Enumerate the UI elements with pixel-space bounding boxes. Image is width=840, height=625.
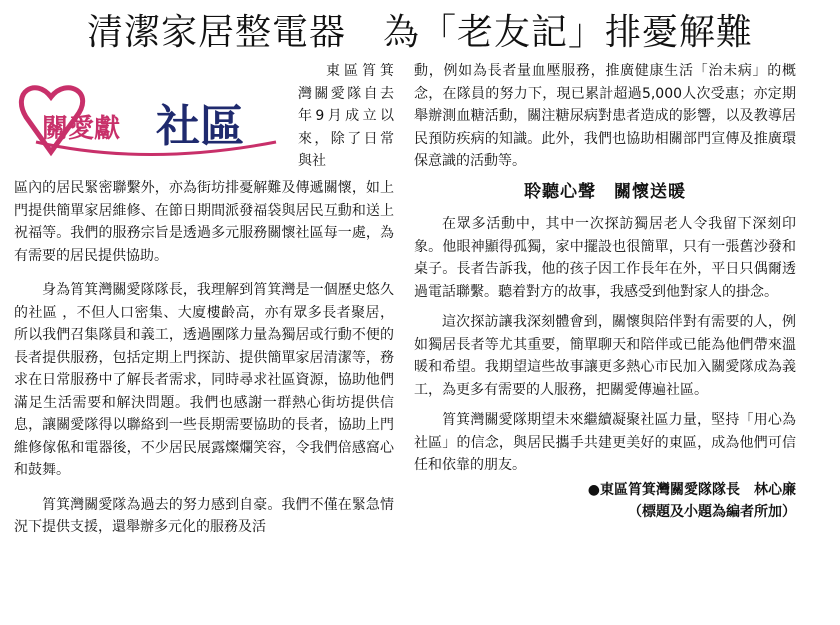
right-column — [414, 60, 796, 524]
author-signature: ●東區筲箕灣關愛隊隊長 林心廉 — [587, 481, 796, 498]
paragraph-6: 筲箕灣關愛隊期望未來繼續凝聚社區力量，堅持「用心為社區」的信念，與居民攜手共建更美好的東區，成為他們可信任和依靠的朋友。 — [414, 412, 796, 473]
paragraph-3: 筲箕灣關愛隊為過去的努力感到自豪。我們不僅在緊急情況下提供支援，還舉辦多元化的服務及活 — [14, 496, 394, 535]
intro-narrow-column — [298, 60, 394, 173]
left-column — [14, 177, 394, 539]
editor-note: （標題及小題為編者所加） — [628, 504, 796, 520]
paragraph-4: 在眾多活動中，其中一次探訪獨居老人令我留下深刻印象。他眼神顯得孤獨，家中擺設也很簡單，只有一張舊沙發和桌子。長者告訴我，他的孩子因工作長年在外，平日只偶爾透過電話聯繫。聽着對方的故事，我感受到他對家人的掛念。 — [414, 216, 796, 300]
column-logo-text-1: 關愛獻 — [42, 114, 121, 144]
paragraph-2: 身為筲箕灣關愛隊隊長，我理解到筲箕灣是一個歷史悠久的社區 ，不但人口密集、大廈樓齡高，亦有眾多長者聚居，所以我們召集隊員和義工，透過團隊力量為獨居或行動不便的長者提供服務，包括定期上門探訪、提供簡單家居清潔等，務求在日常服務中了解長者需求，同時尋求社區資源，協助他們滿足生活需要和解決問題。我們也感謝一群熱心街坊提供信息，讓關愛隊得以聯絡到一些長期需要協助的長者，協助上門維修傢俬和電器後，不少居民展露燦爛笑容，令我們倍感窩心和鼓舞。 — [14, 282, 394, 478]
column-logo — [6, 72, 286, 167]
headline: 清潔家居整電器 為「老友記」排憂解難 — [86, 12, 753, 53]
subheading: 聆聽心聲 關懷送暖 — [524, 181, 686, 202]
paragraph-3-cont: 動，例如為長者量血壓服務，推廣健康生活「治未病」的概念，在隊員的努力下，現已累計超過5,000人次受惠；亦定期舉辦測血糖活動，關注糖尿病對患者造成的影響，以及教導居民預防疾病的知識。此外，我們也協助相關部門宣傳及推廣環保意識的活動等。 — [414, 63, 796, 169]
paragraph-5: 這次探訪讓我深刻體會到，關懷與陪伴對有需要的人，例如獨居長者等尤其重要，簡單聊天和陪伴或已能為他們帶來溫暖和希望。我期望這些故事讓更多熱心市民加入關愛隊成為義工，為更多有需要的人服務，把關愛傳遍社區。 — [414, 314, 796, 398]
intro-paragraph-cont: 區內的居民緊密聯繫外，亦為街坊排憂解難及傳遞關懷，如上門提供簡單家居維修、在節日期間派發福袋與居民互動和送上祝福等。我們的服務宗旨是透過多元服務關懷社區每一處，為有需要的居民提供協助。 — [14, 180, 394, 264]
column-logo-text-2: 社區 — [156, 101, 244, 152]
intro-paragraph-start: 東區筲箕灣關愛隊自去年9月成立以來，除了日常與社 — [298, 63, 394, 169]
